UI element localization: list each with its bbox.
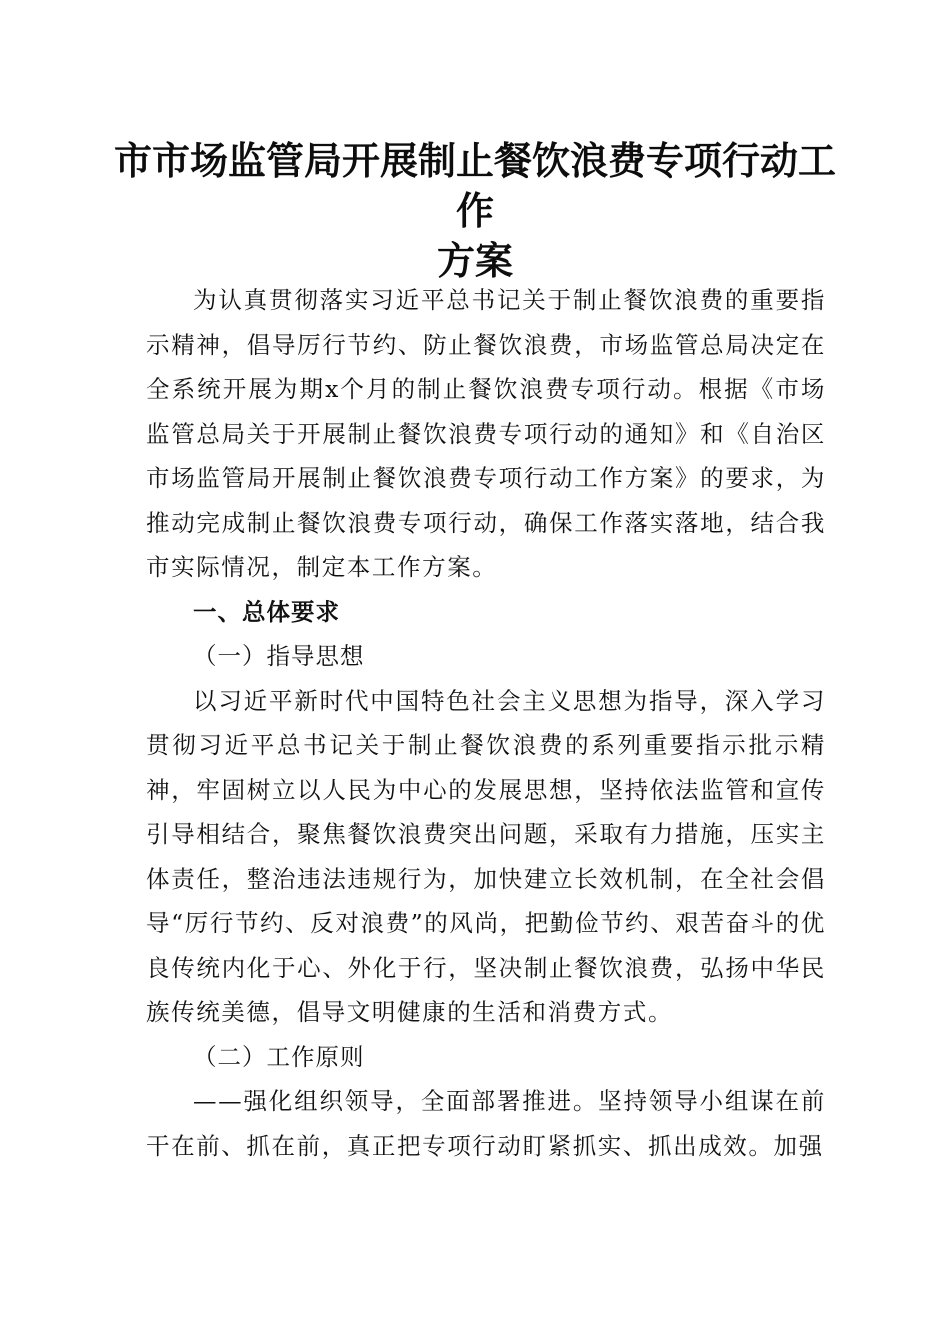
subsection-heading-work-principles: （二）工作原则 [193, 1042, 365, 1071]
guiding-ideology-paragraph: 以习近平新时代中国特色社会主义思想为指导，深入学习贯彻习近平总书记关于制止餐饮浪费的系列重要指示批示精神，牢固树立以人民为中心的发展思想，坚持依法监管和宣传引导相结合，聚焦餐饮浪费突出问题，采取有力措施，压实主体责任，整治违法违规行为，加快建立长效机制，在全社会倡导“厉行节约、反对浪费”的风尚，把勤俭节约、艰苦奋斗的优良传统内化于心、外化于行，坚决制止餐饮浪费，弘扬中华民族传统美德，倡导文明健康的生活和消费方式。 [146, 686, 826, 1026]
title-line-2: 方案 [436, 238, 513, 283]
section-heading-general-requirements: 一、总体要求 [193, 597, 340, 626]
document-body [146, 278, 826, 1168]
document-title [110, 136, 840, 286]
intro-paragraph: 为认真贯彻落实习近平总书记关于制止餐饮浪费的重要指示精神，倡导厉行节约、防止餐饮浪费，市场监管总局决定在全系统开展为期x个月的制止餐饮浪费专项行动。根据《市场监管总局关于开展制止餐饮浪费专项行动的通知》和《自治区市场监管局开展制止餐饮浪费专项行动工作方案》的要求，为推动完成制止餐饮浪费专项行动，确保工作落实落地，结合我市实际情况，制定本工作方案。 [146, 286, 826, 581]
subsection-heading-guiding-ideology: （一）指导思想 [193, 642, 365, 670]
title-line-1: 市市场监管局开展制止餐饮浪费专项行动工作 [113, 138, 836, 233]
work-principles-paragraph: ——强化组织领导，全面部署推进。坚持领导小组谋在前干在前、抓在前，真正把专项行动盯紧抓实、抓出成效。加强 [146, 1087, 826, 1160]
